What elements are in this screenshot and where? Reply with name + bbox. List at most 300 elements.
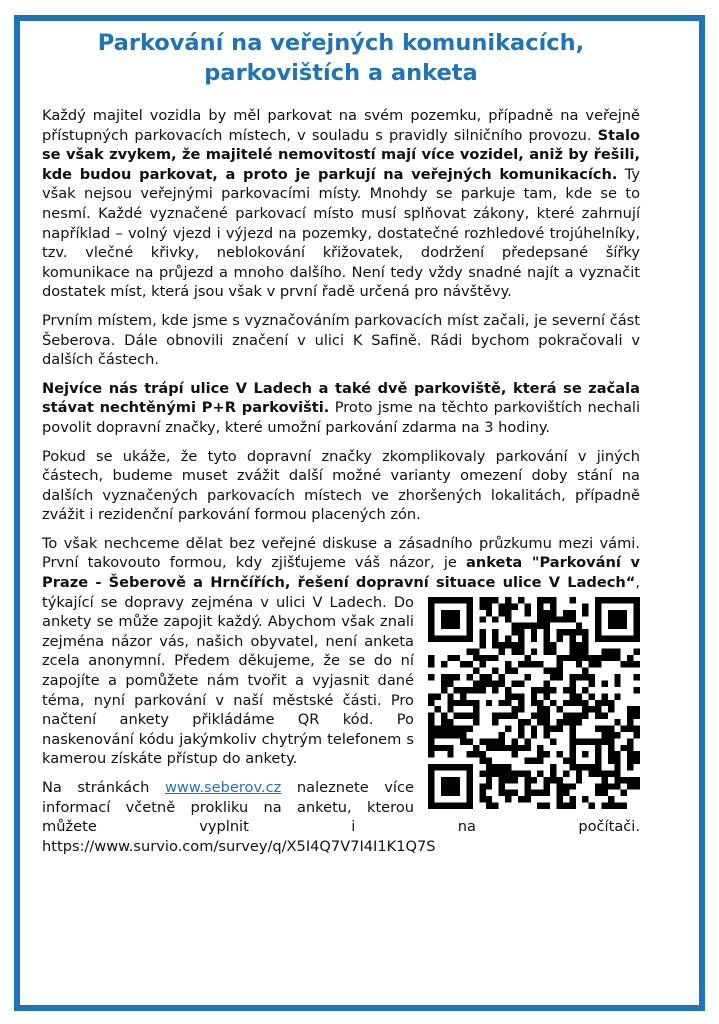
qr-module bbox=[447, 674, 453, 680]
qr-module bbox=[556, 706, 562, 712]
qr-module bbox=[556, 635, 562, 641]
qr-code-icon[interactable] bbox=[428, 597, 640, 809]
qr-module bbox=[505, 693, 511, 699]
qr-module bbox=[486, 802, 492, 808]
qr-module bbox=[505, 687, 511, 693]
qr-module bbox=[576, 674, 582, 680]
qr-module bbox=[569, 802, 575, 808]
article bbox=[42, 28, 640, 865]
qr-module bbox=[634, 603, 640, 609]
qr-module bbox=[634, 712, 640, 718]
qr-module bbox=[621, 616, 627, 622]
qr-module bbox=[460, 661, 466, 667]
qr-module bbox=[434, 764, 440, 770]
qr-module bbox=[441, 680, 447, 686]
qr-module bbox=[576, 661, 582, 667]
paragraph-3-text: Proto jsme na těchto parkovištích nechali povolit dopravní značky, které umožní parkování zdarma na 3 hodiny. bbox=[42, 399, 640, 436]
qr-module bbox=[537, 789, 543, 795]
qr-module bbox=[428, 712, 434, 718]
qr-module bbox=[499, 732, 505, 738]
qr-module bbox=[524, 610, 530, 616]
paragraph-1-text-b: Ty však nejsou veřejnými parkovacími místy. Mnohdy se parkuje tam, kde se to nesmí. Každé vyznačené parkovací místo musí splňovat zákony, které zahrnují například – volný vjezd i výjezd na pozemky, dostatečné rozhledové trojúhelníky, tzv. vlečné křivky, neblokování křižovatek, dodržení předepsané šířky komunikace na průjezd a mnoho dalšího. Není tedy vždy snadné najít a vyznačit dostatek míst, která jsou však v první řadě určená pro návštěvy. bbox=[42, 165, 640, 301]
qr-module bbox=[531, 648, 537, 654]
qr-module bbox=[563, 783, 569, 789]
qr-module bbox=[569, 712, 575, 718]
paragraph-2-text: Prvním místem, kde jsme s vyznačováním parkovacích míst začali, je severní část Šeberova. Dále obnovili značení v ulici K Safině. Rádi bychom pokračovali v dalších částech. bbox=[42, 311, 640, 369]
qr-module bbox=[479, 757, 485, 763]
qr-module bbox=[550, 648, 556, 654]
qr-module bbox=[524, 783, 530, 789]
qr-module bbox=[563, 629, 569, 635]
qr-module bbox=[608, 770, 614, 776]
qr-module bbox=[537, 744, 543, 750]
qr-module bbox=[512, 667, 518, 673]
qr-module bbox=[595, 725, 601, 731]
qr-module bbox=[499, 603, 505, 609]
qr-module bbox=[595, 738, 601, 744]
paragraph-4 bbox=[42, 447, 640, 525]
qr-module bbox=[608, 796, 614, 802]
qr-module bbox=[428, 597, 434, 603]
qr-module bbox=[569, 674, 575, 680]
qr-module bbox=[601, 648, 607, 654]
website-link[interactable]: www.seberov.cz bbox=[164, 779, 282, 796]
qr-module bbox=[595, 661, 601, 667]
qr-module bbox=[434, 597, 440, 603]
qr-module bbox=[569, 757, 575, 763]
qr-module bbox=[486, 770, 492, 776]
qr-module bbox=[544, 719, 550, 725]
qr-module bbox=[621, 610, 627, 616]
qr-module bbox=[512, 712, 518, 718]
qr-module bbox=[473, 719, 479, 725]
qr-module bbox=[512, 603, 518, 609]
qr-module bbox=[524, 719, 530, 725]
qr-module bbox=[447, 764, 453, 770]
qr-module bbox=[601, 725, 607, 731]
qr-module bbox=[447, 719, 453, 725]
qr-module bbox=[428, 783, 434, 789]
qr-module bbox=[473, 648, 479, 654]
qr-module bbox=[499, 699, 505, 705]
qr-module bbox=[556, 616, 562, 622]
qr-module bbox=[556, 725, 562, 731]
qr-module bbox=[428, 725, 434, 731]
qr-module bbox=[460, 732, 466, 738]
qr-module bbox=[576, 622, 582, 628]
qr-module bbox=[467, 738, 473, 744]
qr-module bbox=[627, 783, 633, 789]
qr-module bbox=[518, 642, 524, 648]
qr-module bbox=[479, 661, 485, 667]
qr-module bbox=[467, 616, 473, 622]
qr-module bbox=[582, 654, 588, 660]
qr-module bbox=[589, 654, 595, 660]
qr-module bbox=[486, 603, 492, 609]
qr-module bbox=[479, 629, 485, 635]
qr-module bbox=[518, 725, 524, 731]
qr-module bbox=[595, 635, 601, 641]
qr-module bbox=[428, 654, 434, 660]
qr-module bbox=[634, 610, 640, 616]
qr-module bbox=[505, 712, 511, 718]
qr-module bbox=[537, 622, 543, 628]
qr-module bbox=[627, 635, 633, 641]
qr-module bbox=[505, 603, 511, 609]
qr-module bbox=[608, 610, 614, 616]
qr-module bbox=[505, 725, 511, 731]
qr-module bbox=[627, 654, 633, 660]
qr-module bbox=[454, 712, 460, 718]
qr-module bbox=[569, 610, 575, 616]
qr-module bbox=[614, 802, 620, 808]
qr-module bbox=[544, 706, 550, 712]
qr-module bbox=[454, 764, 460, 770]
qr-module bbox=[537, 719, 543, 725]
qr-code-graphic bbox=[428, 597, 640, 809]
qr-module bbox=[601, 699, 607, 705]
qr-module bbox=[447, 610, 453, 616]
qr-module bbox=[556, 796, 562, 802]
qr-module bbox=[563, 654, 569, 660]
qr-module bbox=[614, 732, 620, 738]
qr-module bbox=[544, 622, 550, 628]
qr-module bbox=[569, 738, 575, 744]
qr-module bbox=[576, 719, 582, 725]
qr-module bbox=[454, 783, 460, 789]
qr-module bbox=[486, 783, 492, 789]
qr-module bbox=[608, 654, 614, 660]
qr-module bbox=[454, 597, 460, 603]
qr-module bbox=[428, 744, 434, 750]
qr-module bbox=[434, 635, 440, 641]
qr-module bbox=[582, 642, 588, 648]
qr-module bbox=[524, 661, 530, 667]
qr-module bbox=[441, 622, 447, 628]
qr-module bbox=[544, 597, 550, 603]
qr-module bbox=[595, 789, 601, 795]
qr-module bbox=[486, 654, 492, 660]
qr-module bbox=[576, 738, 582, 744]
qr-module bbox=[473, 744, 479, 750]
qr-module bbox=[614, 674, 620, 680]
qr-module bbox=[454, 789, 460, 795]
qr-module bbox=[544, 712, 550, 718]
qr-module bbox=[467, 725, 473, 731]
qr-module bbox=[569, 642, 575, 648]
qr-module bbox=[467, 610, 473, 616]
qr-module bbox=[441, 687, 447, 693]
qr-module bbox=[544, 687, 550, 693]
qr-module bbox=[454, 674, 460, 680]
qr-module bbox=[505, 744, 511, 750]
qr-module bbox=[531, 635, 537, 641]
qr-module bbox=[531, 629, 537, 635]
qr-module bbox=[518, 648, 524, 654]
qr-module bbox=[441, 744, 447, 750]
qr-module bbox=[544, 732, 550, 738]
qr-module bbox=[499, 610, 505, 616]
qr-module bbox=[479, 796, 485, 802]
qr-module bbox=[460, 738, 466, 744]
qr-module bbox=[634, 629, 640, 635]
qr-module bbox=[569, 693, 575, 699]
qr-module bbox=[486, 796, 492, 802]
paragraph-1 bbox=[42, 106, 640, 302]
qr-module bbox=[499, 770, 505, 776]
qr-module bbox=[505, 796, 511, 802]
qr-module bbox=[582, 610, 588, 616]
qr-module bbox=[524, 770, 530, 776]
qr-module bbox=[569, 699, 575, 705]
qr-module bbox=[589, 693, 595, 699]
qr-module bbox=[595, 622, 601, 628]
qr-module bbox=[454, 635, 460, 641]
qr-module bbox=[569, 725, 575, 731]
qr-module bbox=[621, 661, 627, 667]
qr-module bbox=[595, 603, 601, 609]
qr-module bbox=[479, 616, 485, 622]
qr-module bbox=[467, 629, 473, 635]
qr-module bbox=[518, 597, 524, 603]
qr-module bbox=[576, 764, 582, 770]
qr-module bbox=[447, 635, 453, 641]
qr-module bbox=[614, 770, 620, 776]
qr-module bbox=[608, 699, 614, 705]
qr-module bbox=[447, 744, 453, 750]
paragraph-5-text-a: To však nechceme dělat bez veřejné diskuse a zásadního průzkumu mezi vámi. První takovouto formou, kdy zjišťujeme váš názor, je bbox=[42, 534, 640, 572]
qr-module bbox=[634, 725, 640, 731]
qr-module bbox=[614, 783, 620, 789]
qr-module bbox=[621, 777, 627, 783]
qr-module bbox=[479, 751, 485, 757]
qr-module bbox=[505, 789, 511, 795]
qr-module bbox=[621, 789, 627, 795]
qr-module bbox=[634, 687, 640, 693]
qr-module bbox=[492, 764, 498, 770]
qr-module bbox=[589, 770, 595, 776]
qr-module bbox=[537, 770, 543, 776]
qr-module bbox=[428, 738, 434, 744]
qr-module bbox=[537, 603, 543, 609]
qr-module bbox=[512, 642, 518, 648]
qr-module bbox=[479, 635, 485, 641]
qr-module bbox=[569, 654, 575, 660]
qr-module bbox=[441, 616, 447, 622]
qr-module bbox=[589, 802, 595, 808]
qr-module bbox=[563, 757, 569, 763]
qr-module bbox=[531, 725, 537, 731]
qr-module bbox=[627, 738, 633, 744]
qr-module bbox=[467, 770, 473, 776]
qr-module bbox=[634, 783, 640, 789]
qr-module bbox=[479, 783, 485, 789]
qr-module bbox=[486, 757, 492, 763]
qr-module bbox=[634, 706, 640, 712]
qr-module bbox=[447, 693, 453, 699]
qr-module bbox=[441, 712, 447, 718]
qr-module bbox=[512, 751, 518, 757]
qr-module bbox=[595, 629, 601, 635]
qr-module bbox=[447, 777, 453, 783]
qr-module bbox=[595, 712, 601, 718]
qr-module bbox=[608, 622, 614, 628]
qr-module bbox=[569, 597, 575, 603]
qr-module bbox=[589, 674, 595, 680]
qr-module bbox=[518, 622, 524, 628]
qr-module bbox=[467, 661, 473, 667]
qr-module bbox=[473, 687, 479, 693]
qr-module bbox=[524, 674, 530, 680]
qr-module bbox=[454, 610, 460, 616]
qr-module bbox=[569, 629, 575, 635]
qr-module bbox=[544, 783, 550, 789]
qr-module bbox=[544, 648, 550, 654]
qr-module bbox=[486, 610, 492, 616]
qr-module bbox=[589, 706, 595, 712]
qr-module bbox=[576, 654, 582, 660]
paragraph-1-text-a: Každý majitel vozidla by měl parkovat na svém pozemku, případně na veřejně přístupných parkovacích místech, v souladu s pravidly silničního provozu. bbox=[42, 107, 640, 144]
qr-module bbox=[601, 770, 607, 776]
qr-module bbox=[569, 796, 575, 802]
qr-module bbox=[428, 802, 434, 808]
qr-module bbox=[550, 597, 556, 603]
qr-module bbox=[486, 680, 492, 686]
qr-module bbox=[595, 783, 601, 789]
qr-module bbox=[512, 648, 518, 654]
qr-module bbox=[550, 667, 556, 673]
qr-module bbox=[621, 635, 627, 641]
qr-module bbox=[614, 693, 620, 699]
qr-module bbox=[518, 680, 524, 686]
qr-module bbox=[634, 597, 640, 603]
qr-module bbox=[454, 616, 460, 622]
qr-module bbox=[505, 616, 511, 622]
qr-module bbox=[576, 642, 582, 648]
qr-module bbox=[601, 789, 607, 795]
qr-module bbox=[492, 744, 498, 750]
qr-module bbox=[499, 674, 505, 680]
qr-module bbox=[441, 610, 447, 616]
qr-module bbox=[447, 597, 453, 603]
qr-module bbox=[601, 680, 607, 686]
qr-module bbox=[582, 738, 588, 744]
qr-module bbox=[550, 674, 556, 680]
qr-module bbox=[608, 597, 614, 603]
qr-module bbox=[614, 680, 620, 686]
qr-module bbox=[441, 674, 447, 680]
qr-module bbox=[518, 661, 524, 667]
qr-module bbox=[627, 751, 633, 757]
qr-module bbox=[505, 610, 511, 616]
qr-module bbox=[595, 764, 601, 770]
page-title bbox=[42, 28, 640, 88]
qr-module bbox=[499, 777, 505, 783]
qr-module bbox=[550, 603, 556, 609]
qr-module bbox=[627, 719, 633, 725]
qr-module bbox=[434, 693, 440, 699]
qr-module bbox=[595, 699, 601, 705]
qr-module bbox=[601, 635, 607, 641]
paragraph-6-text-b: naleznete více informací včetně prokliku na anketu, kterou můžete vyplnit i na počítači. https://www.survio.com/survey/q/X5I4Q7V7I4I1K1Q7S bbox=[42, 779, 640, 855]
qr-module bbox=[454, 777, 460, 783]
qr-module bbox=[460, 687, 466, 693]
qr-module bbox=[473, 712, 479, 718]
paragraph-3 bbox=[42, 379, 640, 438]
qr-module bbox=[627, 661, 633, 667]
qr-module bbox=[576, 770, 582, 776]
qr-module bbox=[563, 616, 569, 622]
qr-module bbox=[569, 764, 575, 770]
qr-module bbox=[608, 635, 614, 641]
qr-module bbox=[512, 680, 518, 686]
qr-module bbox=[544, 693, 550, 699]
qr-module bbox=[608, 725, 614, 731]
qr-module bbox=[537, 597, 543, 603]
qr-module bbox=[576, 693, 582, 699]
qr-module bbox=[595, 597, 601, 603]
qr-module bbox=[601, 654, 607, 660]
qr-module bbox=[531, 699, 537, 705]
qr-module bbox=[550, 764, 556, 770]
qr-module bbox=[518, 693, 524, 699]
qr-module bbox=[460, 802, 466, 808]
qr-module bbox=[447, 783, 453, 789]
qr-module bbox=[441, 764, 447, 770]
qr-module bbox=[614, 635, 620, 641]
qr-module bbox=[505, 764, 511, 770]
qr-module bbox=[434, 732, 440, 738]
qr-module bbox=[608, 802, 614, 808]
qr-module bbox=[550, 610, 556, 616]
qr-module bbox=[608, 616, 614, 622]
qr-module bbox=[614, 610, 620, 616]
qr-module bbox=[512, 693, 518, 699]
qr-module bbox=[544, 680, 550, 686]
qr-module bbox=[492, 616, 498, 622]
qr-module bbox=[582, 635, 588, 641]
paragraph-2 bbox=[42, 311, 640, 370]
qr-module bbox=[563, 802, 569, 808]
qr-module bbox=[608, 783, 614, 789]
qr-module bbox=[467, 789, 473, 795]
qr-module bbox=[473, 751, 479, 757]
qr-module bbox=[563, 712, 569, 718]
qr-module bbox=[479, 687, 485, 693]
qr-module bbox=[531, 687, 537, 693]
qr-module bbox=[441, 719, 447, 725]
qr-module bbox=[531, 661, 537, 667]
qr-module bbox=[550, 725, 556, 731]
qr-module bbox=[621, 725, 627, 731]
qr-module bbox=[467, 796, 473, 802]
qr-module bbox=[627, 712, 633, 718]
qr-module bbox=[531, 757, 537, 763]
qr-module bbox=[467, 603, 473, 609]
qr-module bbox=[556, 802, 562, 808]
qr-module bbox=[595, 610, 601, 616]
qr-module bbox=[441, 661, 447, 667]
qr-module bbox=[537, 706, 543, 712]
qr-module bbox=[589, 680, 595, 686]
qr-module bbox=[512, 789, 518, 795]
qr-module bbox=[518, 732, 524, 738]
qr-module bbox=[627, 764, 633, 770]
qr-module bbox=[428, 770, 434, 776]
qr-module bbox=[460, 725, 466, 731]
qr-module bbox=[447, 732, 453, 738]
qr-module bbox=[621, 802, 627, 808]
